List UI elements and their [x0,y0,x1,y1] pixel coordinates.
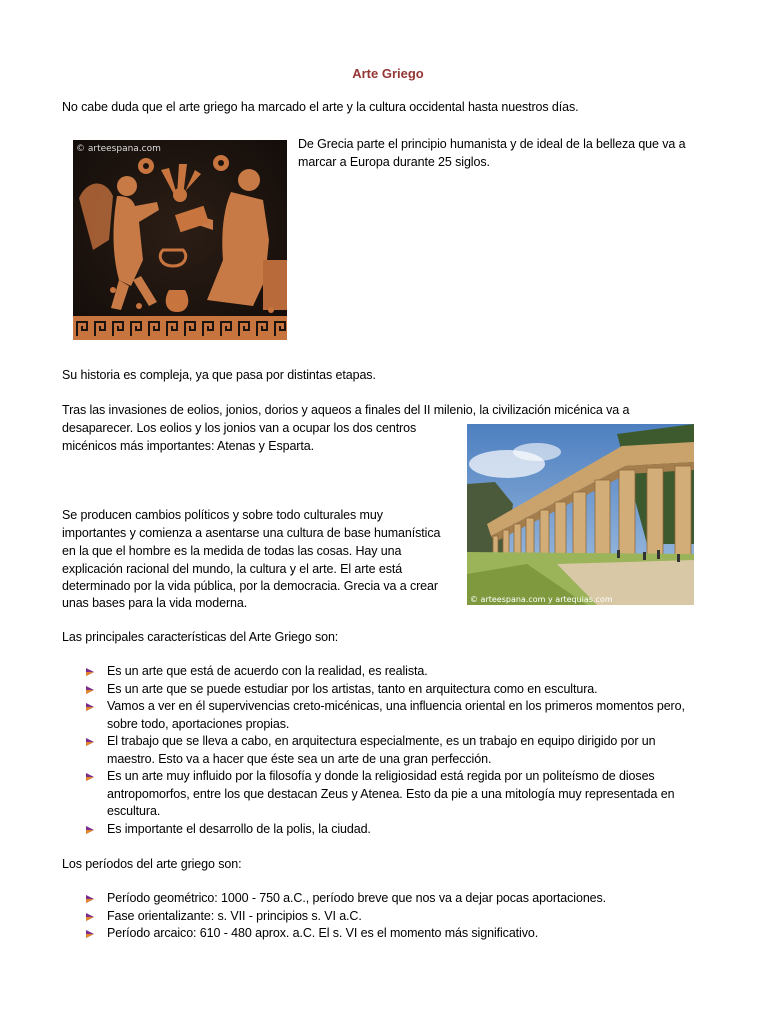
paragraph-history: Su historia es compleja, ya que pasa por distintas etapas. [62,368,376,382]
periods-list [83,890,606,943]
list-item-text: Es un arte muy influido por la filosofía y donde la religiosidad está regida por un politeísmo de dioses [107,769,655,783]
list-item [83,925,606,943]
list-item-text: maestro. Esto va a hacer que éste sea un arte de una gran perfección. [107,751,492,766]
characteristics-list [83,663,685,838]
paragraph-changes-line-3: en la que el hombre es la medida de todas las cosas. Hay una [62,544,402,558]
list-item-text: escultura. [107,804,161,818]
list-item-text: Es un arte que está de acuerdo con la realidad, es realista. [107,664,428,678]
list-item-text: antropomorfos, entre los que destacan Zeus y Atenea. Esto da pie a una mitología muy representada en [107,786,675,801]
bullet-arrow-icon [85,825,95,835]
bullet-arrow-icon [85,667,95,677]
paragraph-invasions-line-2: desaparecer. Los eolios y los jonios van a ocupar los dos centros [62,421,417,435]
bullet-arrow-icon [85,737,95,747]
temple-caption: © arteespana.com y artequias.com [470,595,613,604]
list-item-text: Fase orientalizante: s. VII - principios s. VI a.C. [107,908,362,923]
list-item [83,733,685,768]
bullet-arrow-icon [85,929,95,939]
list-item-text: Es importante el desarrollo de la polis, la ciudad. [107,821,371,836]
paragraph-changes-line-2: importantes y comienza a asentarse una cultura de base humanística [62,526,441,540]
list-item-text: Vamos a ver en él supervivencias creto-micénicas, una influencia oriental en los primeros momentos pero, [107,699,685,713]
characteristics-heading: Las principales características del Arte Griego son: [62,630,339,644]
paragraph-humanist-line-1: De Grecia parte el principio humanista y de ideal de la belleza que va a [298,137,686,151]
list-item-text: El trabajo que se lleva a cabo, en arquitectura especialmente, es un trabajo en equipo dirigido por un [107,734,656,748]
bullet-arrow-icon [85,702,95,712]
bullet-arrow-icon [85,685,95,695]
list-item [83,890,606,908]
list-item [83,821,685,839]
list-item [83,908,606,926]
paragraph-humanist-line-2: marcar a Europa durante 25 siglos. [298,155,490,169]
list-item-text: sobre todo, aportaciones propias. [107,716,290,731]
list-item [83,768,685,821]
paragraph-changes-line-6: unas bases para la vida moderna. [62,596,248,610]
paragraph-invasions-line-1: Tras las invasiones de eolios, jonios, dorios y aqueos a finales del II milenio, la civilización micénica va a [62,403,630,417]
greek-temple-image [467,424,694,605]
list-item-text: Es un arte que se puede estudiar por los artistas, tanto en arquitectura como en escultura. [107,681,598,696]
list-item [83,698,685,733]
greek-vase-image [73,140,287,340]
paragraph-changes-line-4: explicación racional del mundo, la cultura y el arte. El arte está [62,562,403,576]
list-item [83,663,685,681]
intro-paragraph: No cabe duda que el arte griego ha marcado el arte y la cultura occidental hasta nuestros días. [62,100,579,114]
paragraph-invasions-line-3: micénicos más importantes: Atenas y Esparta. [62,439,314,453]
bullet-arrow-icon [85,894,95,904]
list-item-text: Período geométrico: 1000 - 750 a.C., período breve que nos va a dejar pocas aportaciones. [107,891,607,905]
page-title: Arte Griego [352,66,424,81]
bullet-arrow-icon [85,912,95,922]
paragraph-changes-line-1: Se producen cambios políticos y sobre todo culturales muy [62,508,383,522]
list-item [83,681,685,699]
vase-caption: © artеespana.com [76,144,161,154]
bullet-arrow-icon [85,772,95,782]
list-item-text: Período arcaico: 610 - 480 aprox. a.C. El s. VI es el momento más significativo. [107,926,539,940]
paragraph-changes-line-5: determinado por la vida pública, por la democracia. Grecia va a crear [62,579,438,593]
periods-heading: Los períodos del arte griego son: [62,857,242,871]
